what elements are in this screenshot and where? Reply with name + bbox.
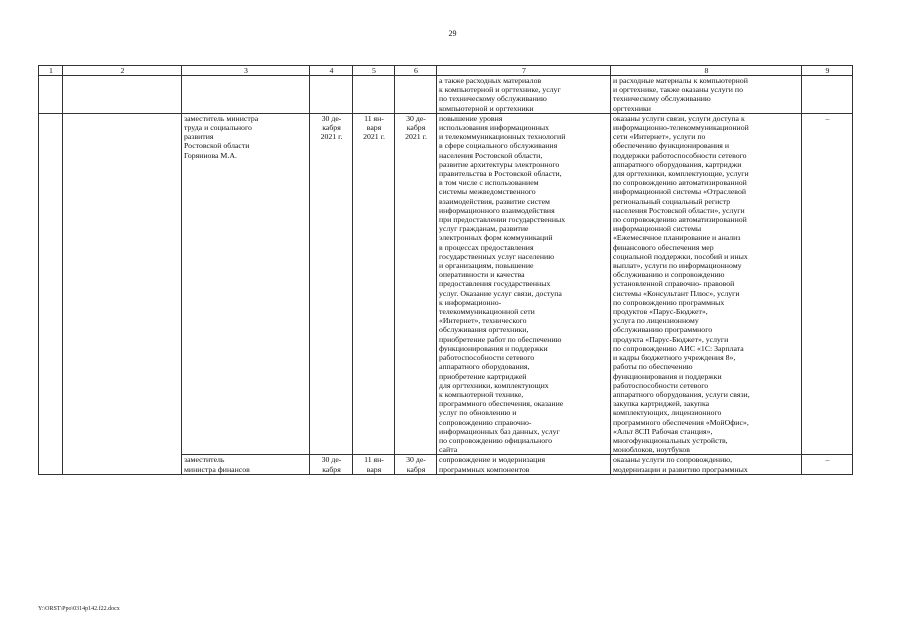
cell-text-line: к компьютерной и оргтехнике, услуг xyxy=(439,85,561,95)
header-cell: 2 xyxy=(63,66,182,76)
date-cell xyxy=(395,113,437,455)
row-number-cell xyxy=(39,76,63,114)
cell-text-line: обеспечению функционирования и xyxy=(613,141,730,151)
table-row xyxy=(39,113,853,455)
cell-text-line: информационных баз данных, услуг xyxy=(439,426,560,436)
cell-text-line: продуктов «Парус-Бюджет», xyxy=(613,307,708,317)
cell-text-line: компьютерной и оргтехники xyxy=(439,103,534,113)
date-cell xyxy=(395,455,437,474)
cell-text-line: поддержки работоспособности сетевого xyxy=(613,150,747,160)
cell-text-line: к информационно- xyxy=(439,297,502,307)
cell-text-line: а также расходных материалов xyxy=(439,76,542,85)
cell-text-line: кабря xyxy=(322,464,341,474)
cell-text-line: информационно-телекоммуникационной xyxy=(613,123,749,133)
cell-text-line: к компьютерной технике, xyxy=(439,389,524,399)
cell-text-line: 30 де- xyxy=(406,113,426,123)
cell-text-line: многофункциональных устройств, xyxy=(613,435,728,445)
cell-text-line: аппаратного оборудования, услуги связи, xyxy=(613,389,750,399)
cell-text-line: региональный социальный регистр xyxy=(613,196,731,206)
cell-text-line: и расходные материалы к компьютерной xyxy=(613,76,748,85)
cell-text-line: услуг. Оказание услуг связи, доступа xyxy=(439,288,562,298)
cell-text-line: 30 де- xyxy=(321,113,342,123)
file-path-footer: Y:\ORST\Ppo\0314p142.f22.docx xyxy=(38,606,120,612)
cell-text-line: по сопровождению автоматизированной xyxy=(613,215,747,225)
cell-text-line: Горяинова М.А. xyxy=(184,150,237,160)
cell-text-line: и организациям, повышение xyxy=(439,261,534,271)
cell-text-line: 11 ян- xyxy=(364,113,384,123)
name-cell xyxy=(63,113,182,474)
cell-text-line: системы межведомственного xyxy=(439,187,536,197)
cell-text-line: работоспособности сетевого xyxy=(439,353,535,363)
cell-text-line: по техническому обслуживанию xyxy=(439,94,547,104)
header-cell: 6 xyxy=(395,66,437,76)
note-cell: – xyxy=(802,113,853,455)
page-number: 29 xyxy=(448,29,457,38)
cell-text-line: министра финансов xyxy=(184,464,250,474)
cell-text-line: в сфере социального обслуживания xyxy=(439,141,558,151)
cell-text-line: выплат», услуги по информационному xyxy=(613,261,742,271)
cell-text-line: сети «Интернет», услуги по xyxy=(613,132,706,142)
date-cell xyxy=(353,113,395,455)
date-cell xyxy=(310,113,353,455)
cell-text-line: для оргтехники, комплектующие, услуги xyxy=(613,169,749,179)
cell-text-line: техническому обслуживанию xyxy=(613,94,711,104)
cell-text-line: оказаны услуги по сопровождению, xyxy=(613,455,733,465)
cell-text-line: для оргтехники, комплектующих xyxy=(439,380,549,390)
header-row xyxy=(39,66,853,76)
cell-text-line: информационной системы xyxy=(613,224,702,234)
cell-text-line: сайта xyxy=(439,445,458,455)
cell-text-line: взаимодействия, развитие систем xyxy=(439,196,550,206)
cell-text-line: по сопровождению программных xyxy=(613,297,725,307)
cell-text-line: телекоммуникационной сети xyxy=(439,307,535,317)
cell-text-line: услуга по лицензионному xyxy=(613,316,699,326)
cell-text-line: варя xyxy=(366,123,382,133)
header-cell: 1 xyxy=(39,66,63,76)
cell-text-line: «Ежемесячное планирование и анализ xyxy=(613,233,741,243)
cell-text-line: «Альт 8СП Рабочая станция», xyxy=(613,426,713,436)
cell-text-line: по сопровождению автоматизированной xyxy=(613,178,747,188)
cell-text-line: в процессах предоставления xyxy=(439,242,534,252)
cell-text-line: работы по обеспечению xyxy=(613,362,693,372)
cell-text-line: кабря xyxy=(406,464,426,474)
cell-text-line: функционирования и поддержки xyxy=(439,343,548,353)
cell-text-line: оргтехники xyxy=(613,103,651,113)
purpose-cell xyxy=(437,113,611,455)
cell-text-line: и телекоммуникационных технологий xyxy=(439,132,566,142)
cell-text-line: повышение уровня xyxy=(439,113,503,123)
cell-text-line: 11 ян- xyxy=(364,455,384,465)
cell-text-line: использования информационных xyxy=(439,123,550,133)
cell-text-line: развития xyxy=(184,132,214,142)
cell-text-line: населения Ростовской области, xyxy=(439,150,543,160)
result-cell xyxy=(611,113,802,455)
cell-text-line: правительства в Ростовской области, xyxy=(439,169,562,179)
cell-text-line: сопровождение и модернизация xyxy=(439,455,546,465)
cell-text-line: населения Ростовской области», услуги xyxy=(613,205,745,215)
cell-text-line: программного обеспечения, оказание xyxy=(439,399,564,409)
cell-text-line: оказаны услуги связи, услуги доступа к xyxy=(613,113,745,123)
cell-text-line: продукта «Парус-Бюджет», услуги xyxy=(613,334,729,344)
cell-text-line: и оргтехнике, также оказаны услуги по xyxy=(613,85,743,95)
cell-text-line: функционирования и поддержки xyxy=(613,371,722,381)
header-cell: 5 xyxy=(353,66,395,76)
cell-text-line: обслуживанию и сопровождению xyxy=(613,270,725,280)
report-table xyxy=(38,65,853,475)
cell-text-line: 2021 г. xyxy=(320,132,343,142)
position-cell xyxy=(182,76,310,114)
cell-text-line: 30 де- xyxy=(321,455,342,465)
cell-text-line: комплектующих, лицензионного xyxy=(613,408,722,418)
cell-text-line: при предоставлении государственных xyxy=(439,215,566,225)
cell-text-line: предоставления государственных xyxy=(439,279,551,289)
cell-text-line: моноблоков, ноутбуков xyxy=(613,445,690,455)
cell-text-line: информационной системы «Отраслевой xyxy=(613,187,747,197)
date-cell xyxy=(395,76,437,114)
position-cell xyxy=(182,113,310,455)
date-cell xyxy=(310,455,353,474)
date-cell xyxy=(353,76,395,114)
cell-text-line: аппаратного оборудования, xyxy=(439,362,530,372)
result-cell xyxy=(611,455,802,474)
cell-text-line: «Интернет», технического xyxy=(439,316,527,326)
date-cell xyxy=(310,76,353,114)
cell-text-line: и кадры бюджетного учреждения 8», xyxy=(613,353,736,363)
cell-text-line: электронных форм коммуникаций xyxy=(439,233,553,243)
cell-text-line: финансового обеспечения мер xyxy=(613,242,714,252)
table-row xyxy=(39,76,853,114)
header-cell: 9 xyxy=(802,66,853,76)
cell-text-line: приобретение работ по обеспечению xyxy=(439,334,562,344)
cell-text-line: обслуживанию программного xyxy=(613,325,713,335)
cell-text-line: информационного взаимодействия xyxy=(439,205,555,215)
cell-text-line: программных компонентов xyxy=(439,464,530,474)
cell-text-line: 2021 г. xyxy=(363,132,385,142)
cell-text-line: по сопровождению официального xyxy=(439,435,553,445)
note-cell: – xyxy=(802,455,853,474)
row-number-cell xyxy=(39,113,63,474)
position-cell xyxy=(182,455,310,474)
name-cell xyxy=(63,76,182,114)
cell-text-line: труда и социального xyxy=(184,123,252,133)
cell-text-line: установленной справочно- правовой xyxy=(613,279,735,289)
cell-text-line: 2021 г. xyxy=(405,132,427,142)
header-cell: 4 xyxy=(310,66,353,76)
header-cell: 7 xyxy=(437,66,611,76)
cell-text-line: кабря xyxy=(406,123,426,133)
cell-text-line: модернизации и развитию программных xyxy=(613,464,748,474)
purpose-cell xyxy=(437,455,611,474)
cell-text-line: программного обеспечения «МойОфис», xyxy=(613,417,749,427)
cell-text-line: заместитель министра xyxy=(184,113,259,123)
cell-text-line: обслуживания оргтехники, xyxy=(439,325,529,335)
cell-text-line: варя xyxy=(366,464,382,474)
cell-text-line: по сопровождению АИС «1С: Зарплата xyxy=(613,343,744,353)
cell-text-line: приобретение картриджей xyxy=(439,371,527,381)
cell-text-line: системы «Консультант Плюс», услуги xyxy=(613,288,740,298)
cell-text-line: услуг по обновлению и xyxy=(439,408,517,418)
result-cell xyxy=(611,76,802,114)
date-cell xyxy=(353,455,395,474)
note-cell xyxy=(802,76,853,114)
header-cell: 3 xyxy=(182,66,310,76)
cell-text-line: развитие архитектуры электронного xyxy=(439,159,560,169)
purpose-cell xyxy=(437,76,611,114)
cell-text-line: сопровождению справочно- xyxy=(439,417,532,427)
cell-text-line: в том числе с использованием xyxy=(439,178,539,188)
cell-text-line: социальной поддержки, пособий и иных xyxy=(613,251,748,261)
cell-text-line: оперативности и качества xyxy=(439,270,525,280)
cell-text-line: аппаратного оборудования, картриджи xyxy=(613,159,742,169)
cell-text-line: государственных услуг населению xyxy=(439,251,555,261)
cell-text-line: кабря xyxy=(322,123,341,133)
header-cell: 8 xyxy=(611,66,802,76)
cell-text-line: услуг гражданам, развитие xyxy=(439,224,529,234)
cell-text-line: Ростовской области xyxy=(184,141,250,151)
cell-text-line: работоспособности сетевого xyxy=(613,380,709,390)
cell-text-line: 30 де- xyxy=(406,455,426,465)
cell-text-line: заместитель xyxy=(184,455,225,465)
cell-text-line: закупка картриджей, закупка xyxy=(613,399,710,409)
